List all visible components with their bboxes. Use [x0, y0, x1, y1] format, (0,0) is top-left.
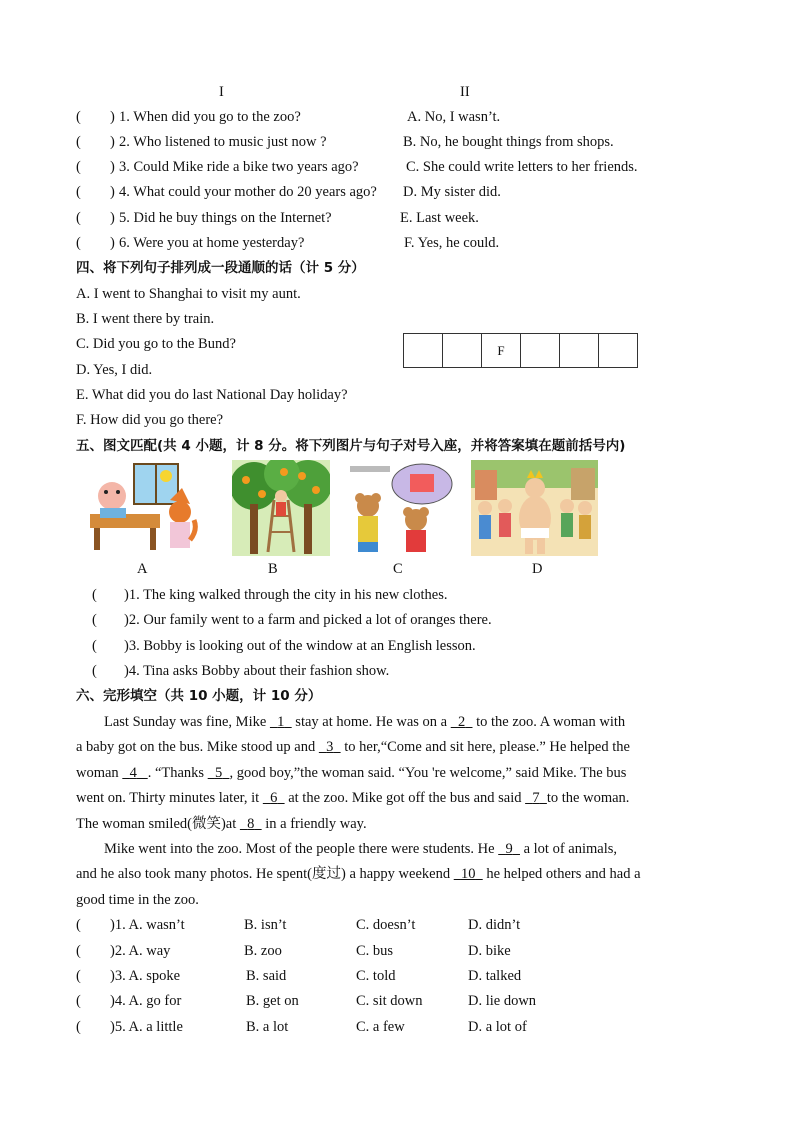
answer-paren[interactable]: (	[76, 210, 81, 226]
option-b: B. said	[246, 968, 287, 984]
paren-close: )	[110, 159, 115, 175]
option-b: B. get on	[246, 993, 299, 1009]
sentence-d: D. Yes, I did.	[76, 362, 153, 378]
paren-close: )	[110, 109, 115, 125]
order-box-3[interactable]: F	[482, 334, 521, 367]
section4-title: 四、将下列句子排列成一段通顺的话（计 5 分）	[76, 260, 365, 276]
option-b: B. isn’t	[244, 917, 287, 933]
picture-label-c: C	[393, 561, 403, 577]
order-box-5[interactable]	[560, 334, 599, 367]
answer-paren[interactable]: (	[92, 638, 97, 654]
question-text: 4. What could your mother do 20 years ago?	[119, 184, 377, 200]
blank-3[interactable]: 3	[326, 739, 334, 755]
answer-paren[interactable]: (	[76, 917, 81, 933]
option-b: B. a lot	[246, 1019, 289, 1035]
list-item: )3. Bobby is looking out of the window at an English lesson.	[124, 638, 476, 654]
paren-close: )	[110, 134, 115, 150]
option-a: )5. A. a little	[110, 1019, 183, 1035]
passage-line: Mike went into the zoo. Most of the people there were students. He 9 a lot of animals,	[104, 841, 618, 857]
option-d: D. a lot of	[468, 1019, 527, 1035]
paren-close: )	[110, 235, 115, 251]
blank-6[interactable]: 6	[270, 790, 278, 806]
blank-7[interactable]: 7	[532, 790, 540, 806]
picture-label-d: D	[532, 561, 543, 577]
answer-paren[interactable]: (	[76, 993, 81, 1009]
sentence-c: C. Did you go to the Bund?	[76, 336, 236, 352]
list-item: )4. Tina asks Bobby about their fashion show.	[124, 663, 390, 679]
option-c: C. sit down	[356, 993, 423, 1009]
order-box-2[interactable]	[443, 334, 482, 367]
picture-classroom	[86, 460, 198, 556]
option-c: C. doesn’t	[356, 917, 416, 933]
sentence-b: B. I went there by train.	[76, 311, 215, 327]
option-c: C. told	[356, 968, 396, 984]
answer-paren[interactable]: (	[76, 943, 81, 959]
list-item: )1. The king walked through the city in his new clothes.	[124, 587, 448, 603]
option-d: D. bike	[468, 943, 511, 959]
order-box-4[interactable]	[521, 334, 560, 367]
option-c: C. bus	[356, 943, 394, 959]
order-box-6[interactable]	[599, 334, 637, 367]
passage-line: a baby got on the bus. Mike stood up and 3 to her,“Come and sit here, please.” He helped the	[76, 739, 630, 755]
section6-title: 六、完形填空（共 10 小题，计 10 分）	[76, 688, 322, 704]
blank-2[interactable]: 2	[457, 714, 466, 730]
passage-line: woman 4 . “Thanks 5 , good boy,”the woman said. “You 're welcome,” said Mike. The bus	[76, 765, 627, 781]
column-header-ii: II	[460, 84, 470, 100]
sentence-e: E. What did you do last National Day holiday?	[76, 387, 348, 403]
answer-paren[interactable]: (	[92, 612, 97, 628]
answer-paren[interactable]: (	[76, 235, 81, 251]
answer-option: E. Last week.	[400, 210, 479, 226]
picture-label-a: A	[137, 561, 148, 577]
question-text: 2. Who listened to music just now ?	[119, 134, 327, 150]
answer-paren[interactable]: (	[76, 159, 81, 175]
blank-1[interactable]: 1	[277, 714, 285, 730]
picture-mice-fashion	[346, 460, 454, 556]
question-text: 3. Could Mike ride a bike two years ago?	[119, 159, 359, 175]
paren-close: )	[110, 210, 115, 226]
question-text: 1. When did you go to the zoo?	[119, 109, 301, 125]
answer-paren[interactable]: (	[92, 587, 97, 603]
question-text: 6. Were you at home yesterday?	[119, 235, 305, 251]
column-header-i: I	[219, 84, 224, 100]
order-box-1[interactable]	[404, 334, 443, 367]
passage-line: Last Sunday was fine, Mike 1 stay at home. He was on a 2 to the zoo. A woman with	[104, 714, 626, 730]
option-b: B. zoo	[244, 943, 282, 959]
answer-paren[interactable]: (	[92, 663, 97, 679]
sentence-f: F. How did you go there?	[76, 412, 224, 428]
answer-paren[interactable]: (	[76, 109, 81, 125]
list-item: )2. Our family went to a farm and picked a lot of oranges there.	[124, 612, 492, 628]
option-a: )1. A. wasn’t	[110, 917, 185, 933]
passage-line: went on. Thirty minutes later, it 6 at the zoo. Mike got off the bus and said 7 to the woman.	[76, 790, 630, 806]
sentence-a: A. I went to Shanghai to visit my aunt.	[76, 286, 301, 302]
option-a: )4. A. go for	[110, 993, 182, 1009]
option-a: )3. A. spoke	[110, 968, 181, 984]
answer-option: D. My sister did.	[403, 184, 501, 200]
paren-close: )	[110, 184, 115, 200]
blank-4[interactable]: 4	[129, 765, 137, 781]
answer-paren[interactable]: (	[76, 1019, 81, 1035]
answer-option: A. No, I wasn’t.	[407, 109, 501, 125]
picture-orange-farm	[232, 460, 330, 556]
answer-paren[interactable]: (	[76, 968, 81, 984]
order-answer-boxes	[403, 333, 638, 368]
passage-line: The woman smiled(微笑)at 8 in a friendly way.	[76, 816, 367, 832]
blank-10[interactable]: 10	[460, 866, 476, 882]
passage-line: and he also took many photos. He spent(度过) a happy weekend 10 he helped others and had a	[76, 866, 641, 882]
answer-paren[interactable]: (	[76, 134, 81, 150]
section5-title: 五、图文匹配(共 4 小题，计 8 分。将下列图片与句子对号入座，并将答案填在题前括号内)	[76, 438, 626, 454]
picture-king-parade	[471, 460, 598, 556]
answer-paren[interactable]: (	[76, 184, 81, 200]
option-c: C. a few	[356, 1019, 405, 1035]
blank-8[interactable]: 8	[247, 816, 255, 832]
answer-option: F. Yes, he could.	[404, 235, 500, 251]
passage-line: good time in the zoo.	[76, 892, 199, 908]
option-d: D. lie down	[468, 993, 537, 1009]
option-d: D. didn’t	[468, 917, 521, 933]
question-text: 5. Did he buy things on the Internet?	[119, 210, 332, 226]
option-d: D. talked	[468, 968, 522, 984]
answer-option: C. She could write letters to her friends.	[406, 159, 638, 175]
blank-5[interactable]: 5	[214, 765, 223, 781]
blank-9[interactable]: 9	[505, 841, 513, 857]
option-a: )2. A. way	[110, 943, 171, 959]
answer-option: B. No, he bought things from shops.	[403, 134, 614, 150]
picture-label-b: B	[268, 561, 278, 577]
